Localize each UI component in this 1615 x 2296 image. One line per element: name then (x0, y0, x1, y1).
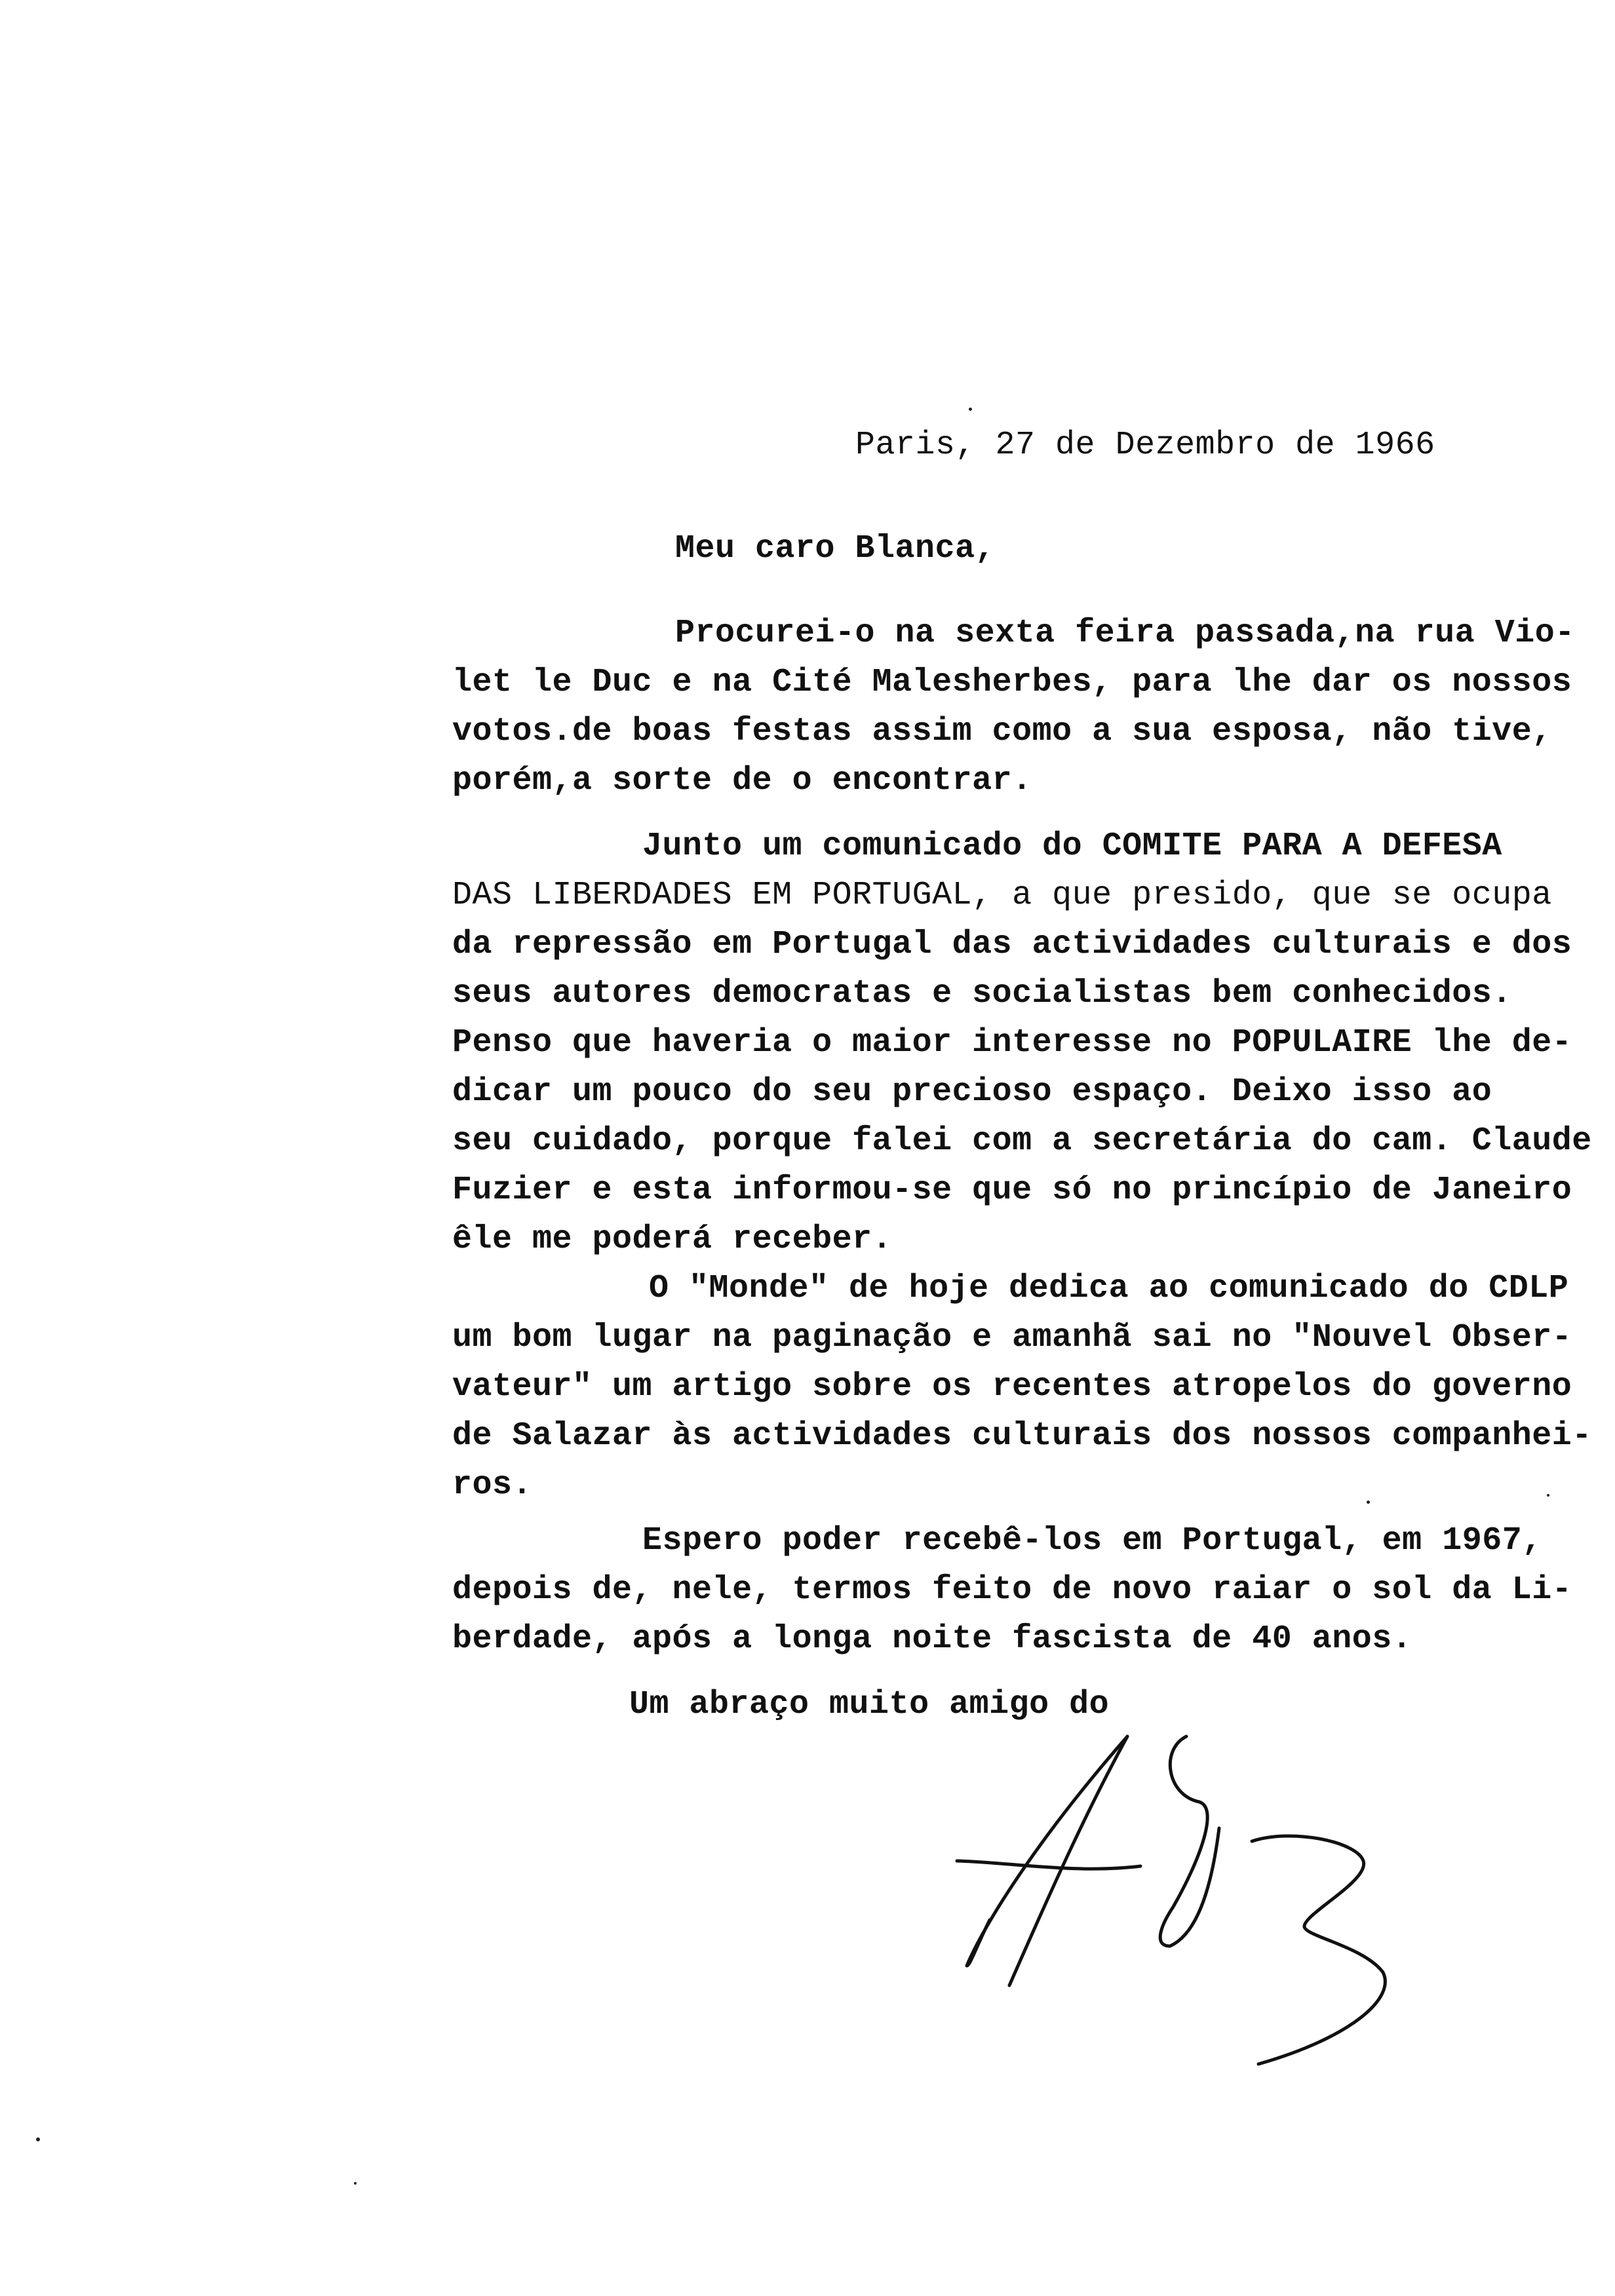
paragraph-1-line-4: porém,a sorte de o encontrar. (452, 762, 1032, 799)
paragraph-2-line-8: Fuzier e esta informou-se que só no princípio de Janeiro (452, 1172, 1572, 1209)
paragraph-3-line-1: O "Monde" de hoje dedica ao comunicado do CDLP (649, 1270, 1569, 1307)
paragraph-1-line-1: Procurei-o na sexta feira passada,na rua Vio- (675, 615, 1575, 652)
paragraph-3-line-4: de Salazar às actividades culturais dos nossos companhei- (452, 1417, 1592, 1455)
paper-speck (36, 2137, 40, 2141)
paper-speck (1367, 1501, 1370, 1504)
handwritten-signature (937, 1710, 1462, 2077)
paragraph-4-line-1: Espero poder recebê-los em Portugal, em 1967, (642, 1522, 1542, 1559)
salutation: Meu caro Blanca, (675, 530, 996, 567)
paragraph-3-line-5: ros. (452, 1466, 533, 1504)
paper-speck (969, 408, 972, 411)
letter-date: Paris, 27 de Dezembro de 1966 (855, 427, 1435, 464)
paragraph-3-line-2: um bom lugar na paginação e amanhã sai no "Nouvel Obser- (452, 1319, 1572, 1356)
paragraph-2-line-5: Penso que haveria o maior interesse no POPULAIRE lhe de- (452, 1024, 1572, 1062)
paper-speck (1547, 1494, 1549, 1497)
paragraph-1-line-2: let le Duc e na Cité Malesherbes, para lhe dar os nossos (452, 664, 1572, 701)
paragraph-4-line-2: depois de, nele, termos feito de novo raiar o sol da Li- (452, 1571, 1572, 1609)
paragraph-2-line-4: seus autores democratas e socialistas bem conhecidos. (452, 975, 1512, 1012)
paragraph-2-line-9: êle me poderá receber. (452, 1221, 893, 1258)
paragraph-1-line-3: votos.de boas festas assim como a sua esposa, não tive, (452, 713, 1552, 750)
paragraph-2-line-3: da repressão em Portugal das actividades culturais e dos (452, 926, 1572, 963)
paragraph-2-line-7: seu cuidado, porque falei com a secretária do cam. Claude (452, 1122, 1592, 1160)
paragraph-4-line-3: berdade, após a longa noite fascista de 40 anos. (452, 1620, 1412, 1658)
paragraph-2-line-2: DAS LIBERDADES EM PORTUGAL, a que presido, que se ocupa (452, 877, 1552, 914)
paragraph-2-line-1: Junto um comunicado do COMITE PARA A DEFESA (642, 828, 1502, 865)
paragraph-2-line-6: dicar um pouco do seu precioso espaço. Deixo isso ao (452, 1073, 1492, 1111)
closing: Um abraço muito amigo do (629, 1686, 1110, 1723)
paper-speck (354, 2182, 357, 2185)
paragraph-3-line-3: vateur" um artigo sobre os recentes atropelos do governo (452, 1368, 1572, 1406)
